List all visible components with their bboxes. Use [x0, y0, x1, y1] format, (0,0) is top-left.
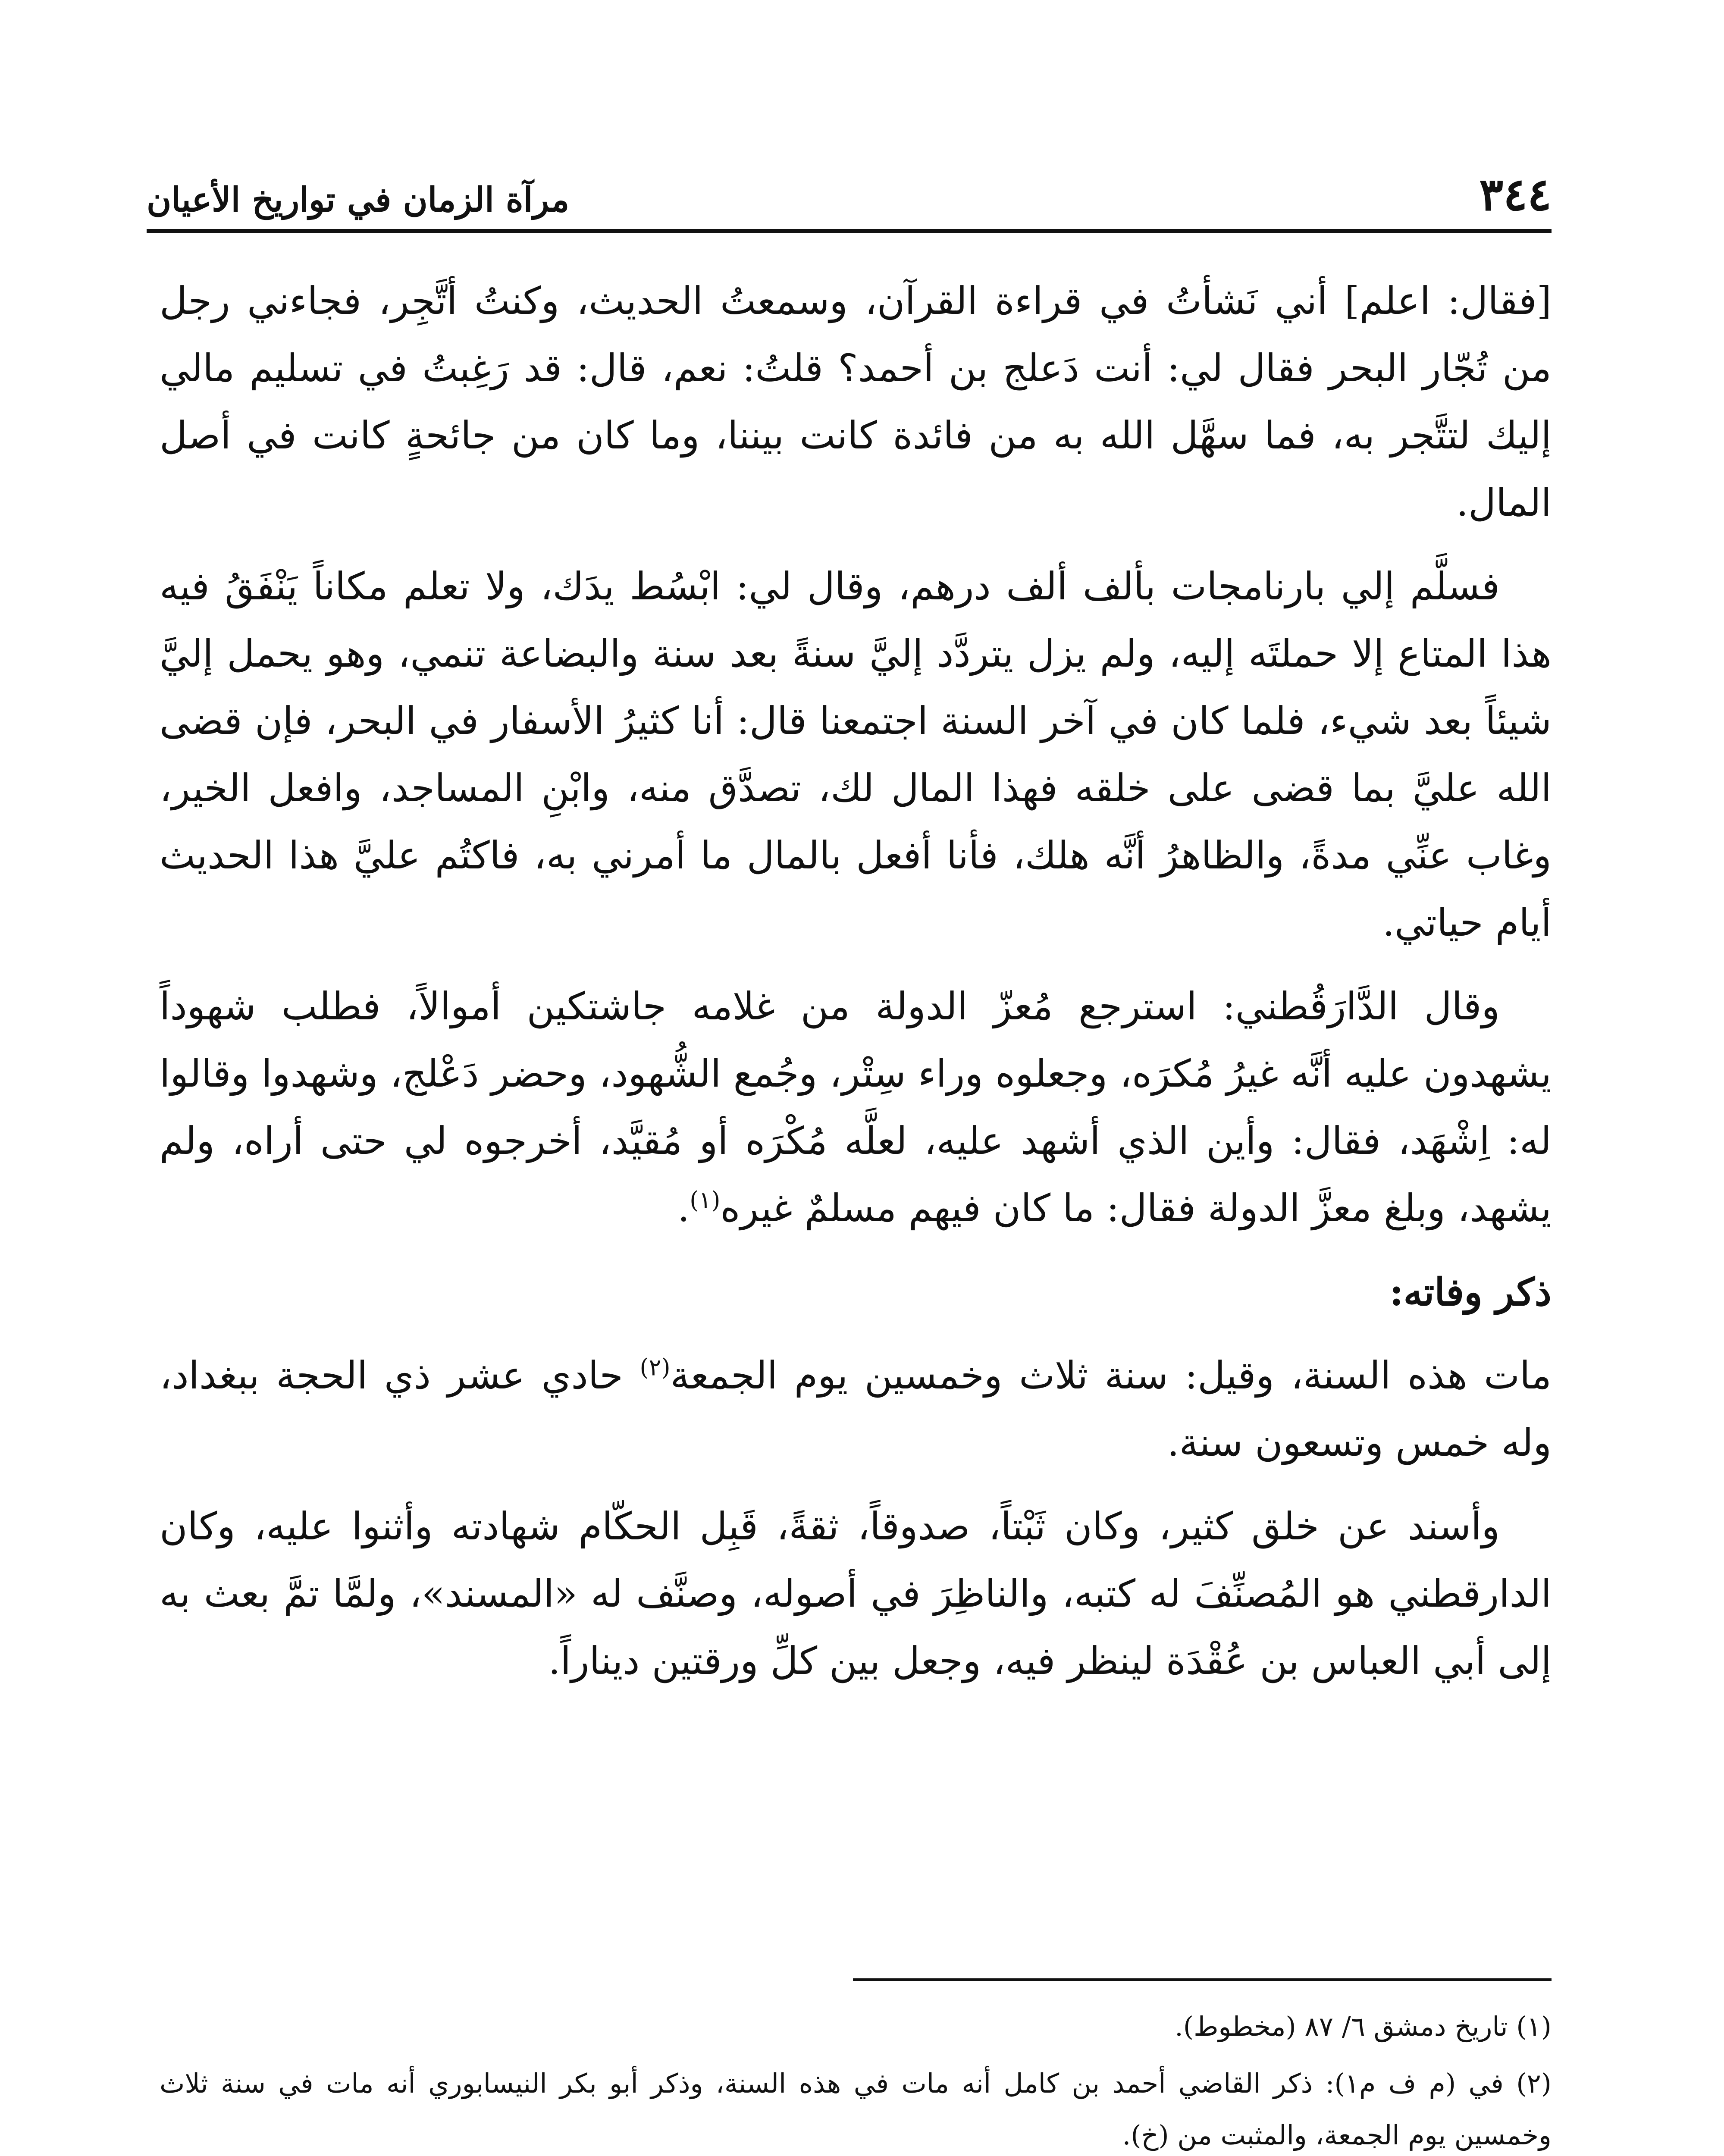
page-number: ٣٤٤ [1479, 168, 1552, 221]
running-title: مرآة الزمان في تواريخ الأعيان [147, 180, 570, 219]
main-text [160, 267, 1552, 1711]
paragraph: وأسند عن خلق كثير، وكان ثَبْتاً، صدوقاً، ثقةً، قَبِل الحكّام شهادته وأثنوا عليه، وكان الدارقطني هو المُصنِّفَ له كتبه، والناظِرَ في أصوله، وصنَّف له «المسند»، ولمَّا تمَّ بعث به إلى أبي العباس بن عُقْدَة لينظر فيه، وجعل بين كلِّ ورقتين ديناراً. [160, 1504, 1552, 1683]
footnote-reference: (١) [690, 1186, 721, 1214]
section-heading: ذكر وفاته: [1389, 1269, 1552, 1314]
paragraph: [فقال: اعلم] أني نَشأتُ في قراءة القرآن، وسمعتُ الحديث، وكنتُ أتَّجِر، فجاءني رجل من تُجّار البحر فقال لي: أنت دَعلج بن أحمد؟ قلتُ: نعم، قال: قد رَغِبتُ في تسليم مالي إليك لتتَّجر به، فما سهَّل الله به من فائدة كانت بيننا، وما كان من جائحةٍ كانت في أصل المال. [160, 279, 1552, 525]
paragraph-text: وقال الدَّارَقُطني: استرجع مُعزّ الدولة من غلامه جاشتكين أموالاً، فطلب شهوداً يشهدون عليه أنَّه غيرُ مُكرَه، وجعلوه وراء سِتْر، وجُمع الشُّهود، وحضر دَعْلج، وشهدوا وقالوا له: اِشْهَد، فقال: وأين الذي أشهد عليه، لعلَّه مُكْرَه أو مُقيَّد، أخرجوه لي حتى أراه، ولم يشهد، وبلغ معزَّ الدولة فقال: ما كان فيهم مسلمٌ غيره [160, 984, 1552, 1230]
footnote-reference: (٢) [639, 1354, 671, 1381]
footnotes [160, 2001, 1552, 2156]
paragraph: فسلَّم إلي بارنامجات بألف ألف درهم، وقال لي: ابْسُط يدَك، ولا تعلم مكاناً يَنْفَقُ فيه هذا المتاع إلا حملتَه إليه، ولم يزل يتردَّد إليَّ سنةً بعد سنة والبضاعة تنمي، وهو يحمل إليَّ شيئاً بعد شيء، فلما كان في آخر السنة اجتمعنا قال: أنا كثيرُ الأسفار في البحر، فإن قضى الله عليَّ بما قضى على خلقه فهذا المال لك، تصدَّق منه، وابْنِ المساجد، وافعل الخير، وغاب عنِّي مدةً، والظاهرُ أنَّه هلك، فأنا أفعل بالمال ما أمرني به، فاكتُم عليَّ هذا الحديث أيام حياتي. [160, 564, 1552, 945]
page-header [147, 168, 1552, 233]
footnote: (٢) في (م ف م١): ذكر القاضي أحمد بن كامل أنه مات في هذه السنة، وذكر أبو بكر النيسابوري أنه مات في سنة ثلاث وخمسين يوم الجمعة، والمثبت من (خ). [160, 2068, 1552, 2151]
footnote: (١) تاريخ دمشق ٦/ ٨٧ (مخطوط). [1175, 2011, 1552, 2042]
paragraph [160, 1342, 1552, 1476]
paragraph-text: مات هذه السنة، وقيل: سنة ثلاث وخمسين يوم الجمعة [670, 1353, 1552, 1398]
paragraph: وقال الدَّارَقُطني: استرجع مُعزّ الدولة من غلامه جاشتكين أموالاً، فطلب شهوداً يشهدون عليه أنَّه غيرُ مُكرَه، وجعلوه وراء سِتْر، وجُمع الشُّهود، وحضر دَعْلج، وشهدوا وقالوا له: اِشْهَد، فقال: وأين الذي أشهد عليه، لعلَّه مُكْرَه أو مُقيَّد، أخرجوه لي حتى أراه، ولم يشهد، وبلغ معزَّ الدولة فقال: ما كان فيهم مسلمٌ غيره$^{(١)}$. [160, 984, 1552, 1230]
footnote-divider [853, 1978, 1552, 1981]
paragraph-text: حادي عشر ذي الحجة ببغداد، وله خمس وتسعون سنة. [160, 1353, 1552, 1465]
